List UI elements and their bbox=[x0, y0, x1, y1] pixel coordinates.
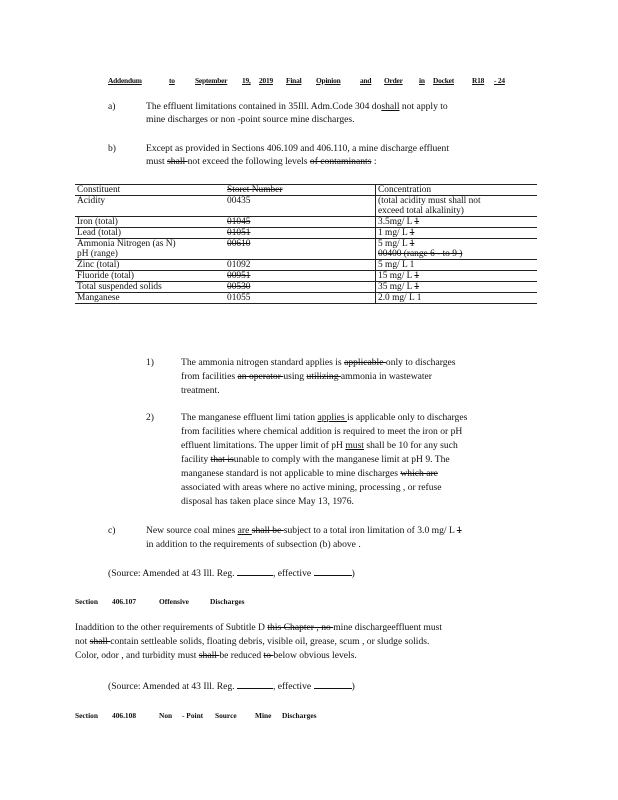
section-word: - Point bbox=[182, 711, 204, 720]
struck-text: which are bbox=[400, 468, 438, 479]
cell-storet bbox=[225, 249, 376, 260]
offensive-line bbox=[75, 622, 442, 633]
text-run: manganese standard is not applicable to mine discharges bbox=[181, 468, 401, 479]
text-run: Color, odor , and turbidity must bbox=[75, 650, 199, 661]
note-2-line bbox=[181, 440, 458, 451]
conc-text: 35 mg/ L bbox=[378, 282, 415, 292]
struck-text: 01051 bbox=[227, 228, 251, 238]
struck-text: 00951 bbox=[227, 271, 251, 281]
struck-text: utilizing bbox=[306, 371, 341, 382]
section-word: Discharges bbox=[210, 597, 245, 606]
struck-text: shall be bbox=[251, 525, 284, 536]
section-word: 406.108 bbox=[112, 711, 137, 720]
section-word: Source bbox=[215, 711, 237, 720]
cell-constituent: Manganese bbox=[75, 293, 225, 304]
text-run: ) bbox=[351, 681, 355, 692]
blank-line bbox=[314, 566, 352, 576]
underlined-text: must bbox=[345, 440, 364, 451]
note-2-label: 2) bbox=[146, 412, 154, 423]
struck-text: shall bbox=[89, 636, 111, 647]
text-run: The effluent limitations contained in 35Ill. Adm.Code 304 do bbox=[146, 101, 382, 112]
table-row bbox=[75, 260, 537, 271]
text-run: unable to comply with the manganese limit at pH 9. The bbox=[233, 454, 450, 465]
struck-text: of contaminants bbox=[309, 156, 372, 167]
cell-storet: 01092 bbox=[225, 260, 376, 271]
struck-text: 1 bbox=[456, 525, 462, 536]
source-note bbox=[108, 566, 355, 579]
text-run: (Source: Amended at 43 Ill. Reg. bbox=[108, 681, 235, 692]
struck-text: 1 bbox=[414, 271, 420, 281]
header-constituent: Constituent bbox=[75, 185, 225, 196]
cell-constituent: Ammonia Nitrogen (as N) bbox=[75, 239, 225, 250]
text-run: be reduced bbox=[219, 650, 264, 661]
cell-concentration bbox=[376, 282, 538, 293]
table-header-row bbox=[75, 185, 537, 196]
section-word: Section bbox=[75, 597, 98, 606]
offensive-line bbox=[75, 636, 429, 647]
header-word: Addendum bbox=[108, 76, 142, 85]
header-word: Order bbox=[384, 76, 403, 85]
cell-constituent: Zinc (total) bbox=[75, 260, 225, 271]
struck-text: to bbox=[263, 650, 274, 661]
cell-storet bbox=[225, 217, 376, 228]
text-run: , effective bbox=[272, 681, 312, 692]
header-word: Opinion bbox=[316, 76, 341, 85]
underlined-text: applies bbox=[317, 412, 348, 423]
header-word: Docket bbox=[433, 76, 454, 85]
text-run: : bbox=[371, 156, 377, 167]
underlined-text: are bbox=[237, 525, 252, 536]
section-heading bbox=[75, 711, 335, 721]
header-word: 2019 bbox=[259, 76, 273, 85]
struck-text: 00400 (range 6 - to 9 ) bbox=[378, 249, 463, 259]
cell-storet bbox=[225, 239, 376, 250]
note-2-line: from facilities where chemical addition is required to meet the iron or pH bbox=[181, 426, 463, 437]
blank-line bbox=[237, 679, 273, 689]
header-word: - 24 bbox=[494, 76, 505, 85]
item-c-line2: in addition to the requirements of subsection (b) above . bbox=[146, 539, 361, 550]
cell-concentration bbox=[376, 228, 538, 239]
cell-constituent: pH (range) bbox=[77, 249, 118, 259]
header-word: September bbox=[195, 76, 228, 85]
item-b-label: b) bbox=[108, 143, 116, 154]
table-row bbox=[75, 196, 537, 217]
table-row bbox=[75, 282, 537, 293]
text-run: New source coal mines bbox=[146, 525, 238, 536]
cell-constituent: Fluoride (total) bbox=[75, 271, 225, 282]
struck-text: shall bbox=[167, 156, 188, 167]
struck-text: 1 bbox=[414, 282, 420, 292]
text-run: , effective bbox=[272, 568, 312, 579]
table-row bbox=[75, 239, 537, 250]
struck-text: applicable bbox=[344, 357, 386, 368]
struck-text: 1 bbox=[409, 228, 415, 238]
note-2-line bbox=[181, 468, 438, 479]
cell-concentration bbox=[376, 196, 538, 217]
cell-constituent: Acidity bbox=[75, 196, 225, 217]
text-run: The manganese effluent limi tation bbox=[181, 412, 318, 423]
text-run: effluent limitations. The upper limit of pH bbox=[181, 440, 346, 451]
struck-text: shall bbox=[198, 650, 220, 661]
struck-text: 00530 bbox=[227, 282, 251, 292]
text-run: not bbox=[75, 636, 90, 647]
conc-text: 15 mg/ L bbox=[378, 271, 415, 281]
cell-concentration bbox=[376, 217, 538, 228]
item-a-label: a) bbox=[108, 101, 116, 112]
text-run: below obvious levels. bbox=[273, 650, 357, 661]
item-b-line2 bbox=[146, 156, 377, 167]
cell-constituent: Iron (total) bbox=[77, 217, 118, 227]
text-run: ammonia in wastewater bbox=[340, 371, 432, 382]
note-2-line bbox=[181, 454, 450, 465]
table-row bbox=[75, 228, 537, 239]
note-2-line: associated with areas where no active mining, processing , or refuse bbox=[181, 482, 442, 493]
note-1-label: 1) bbox=[146, 357, 154, 368]
cell-storet bbox=[225, 228, 376, 239]
conc-line: (total acidity must shall not bbox=[378, 196, 481, 206]
docket-header bbox=[108, 76, 528, 86]
header-word: to bbox=[169, 76, 175, 85]
text-run: from facilities bbox=[181, 371, 238, 382]
text-run: The ammonia nitrogen standard applies is bbox=[181, 357, 345, 368]
blank-line bbox=[314, 679, 352, 689]
text-run: must bbox=[146, 156, 168, 167]
struck-text: 1 bbox=[409, 239, 415, 249]
cell-concentration bbox=[376, 239, 538, 250]
text-run: shall be 10 for any such bbox=[363, 440, 458, 451]
header-concentration: Concentration bbox=[376, 185, 538, 196]
section-word: Mine bbox=[255, 711, 272, 720]
section-word: Offensive bbox=[159, 597, 189, 606]
underlined-text: shall bbox=[381, 101, 400, 112]
conc-text: 1 mg/ L bbox=[378, 228, 410, 238]
cell-constituent: Total suspended solids bbox=[75, 282, 225, 293]
text-run: mine dischargeeffluent must bbox=[333, 622, 443, 633]
cell-storet bbox=[225, 282, 376, 293]
text-run: Inaddition to the other requirements of Subtitle D bbox=[75, 622, 268, 633]
text-run: is applicable only to discharges bbox=[347, 412, 468, 423]
item-a-line2: mine discharges or non -point source mine discharges. bbox=[146, 114, 355, 125]
note-2-line: disposal has taken place since May 13, 1976. bbox=[181, 496, 354, 507]
cell-storet: 01055 bbox=[225, 293, 376, 304]
cell-storet: 00435 bbox=[225, 196, 376, 217]
table-row bbox=[75, 271, 537, 282]
header-word: in bbox=[419, 76, 425, 85]
header-word: 19, bbox=[242, 76, 251, 85]
section-word: Section bbox=[75, 711, 98, 720]
section-word: Discharges bbox=[282, 711, 317, 720]
struck-text: an operator bbox=[237, 371, 284, 382]
struck-text: 1 bbox=[414, 217, 420, 227]
conc-text: 5 mg/ L bbox=[378, 239, 410, 249]
note-2-line bbox=[181, 412, 467, 423]
struck-text: this Chapter , no bbox=[267, 622, 334, 633]
text-run: (Source: Amended at 43 Ill. Reg. bbox=[108, 568, 235, 579]
conc-text: 3.5mg/ L bbox=[378, 217, 415, 227]
text-run: only to discharges bbox=[385, 357, 456, 368]
note-1-line bbox=[181, 357, 456, 368]
cell-concentration: 2.0 mg/ L 1 bbox=[376, 293, 538, 304]
offensive-line bbox=[75, 650, 357, 661]
note-1-line: treatment. bbox=[181, 385, 220, 396]
header-word: and bbox=[360, 76, 372, 85]
header-storet bbox=[225, 185, 376, 196]
cell-constituent: Lead (total) bbox=[75, 228, 225, 239]
blank-line bbox=[237, 566, 273, 576]
item-b-line1: Except as provided in Sections 406.109 and 406.110, a mine discharge effluent bbox=[146, 143, 450, 154]
cell-concentration bbox=[376, 271, 538, 282]
text-run: subject to a total iron limitation of 3.0 mg/ L bbox=[283, 525, 457, 536]
text-run: facility bbox=[181, 454, 211, 465]
table-row bbox=[75, 249, 537, 260]
cell-concentration: 5 mg/ L 1 bbox=[376, 260, 538, 271]
source-note bbox=[108, 679, 355, 692]
section-word: Non bbox=[159, 711, 173, 720]
struck-text: that is bbox=[210, 454, 234, 465]
cell-concentration bbox=[376, 249, 538, 260]
table-row bbox=[75, 293, 537, 304]
struck-text: 00610 bbox=[227, 239, 251, 249]
struck-text: Storet Number bbox=[227, 185, 283, 195]
text-run: not apply to bbox=[399, 101, 448, 112]
cell-storet bbox=[225, 271, 376, 282]
section-heading bbox=[75, 597, 275, 607]
item-a-line1 bbox=[146, 101, 448, 112]
item-c-line1 bbox=[146, 525, 462, 536]
text-run: contain settleable solids, floating debris, visible oil, grease, scum , or sludge solids. bbox=[110, 636, 430, 647]
header-word: R18 bbox=[472, 76, 485, 85]
conc-line: exceed total alkalinity) bbox=[378, 206, 464, 216]
table-row bbox=[75, 217, 537, 228]
header-word: Final bbox=[286, 76, 302, 85]
section-word: 406.107 bbox=[112, 597, 137, 606]
text-run: using bbox=[283, 371, 307, 382]
note-1-line bbox=[181, 371, 432, 382]
struck-text: 01045 bbox=[227, 217, 251, 227]
text-run: not exceed the following levels bbox=[187, 156, 310, 167]
text-run: ) bbox=[351, 568, 355, 579]
effluent-limits-table bbox=[75, 184, 537, 304]
item-c-label: c) bbox=[108, 525, 116, 536]
